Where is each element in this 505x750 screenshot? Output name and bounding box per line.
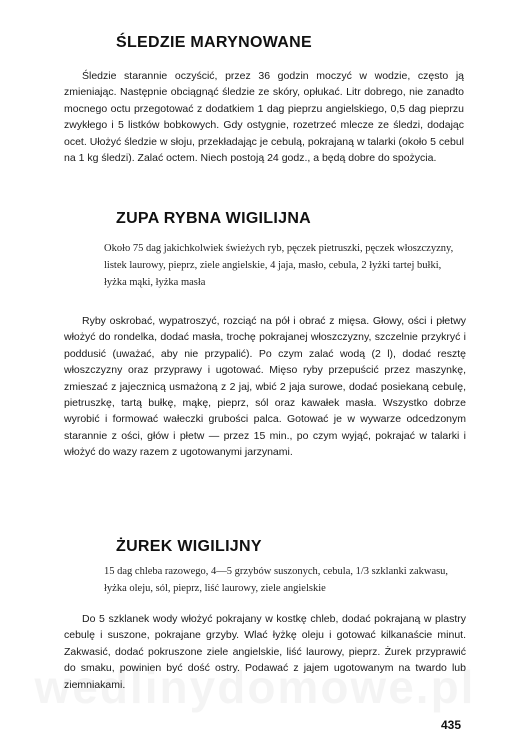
recipe-title-sledzie: ŚLEDZIE MARYNOWANE [116, 34, 312, 51]
recipe-body-zurek: Do 5 szklanek wody włożyć pokrajany w kostkę chleb, dodać pokrajaną w plastry cebulę i suszone, pokrajane grzyby. Wlać łyżkę oleju i gotować kilkanaście minut. Zakwasić, dodać pokruszone ziele angielskie, liść laurowy, pieprz. Żurek przyprawić do smaku, powinien być dość ostry. Podawać z jajem ugotowanym na twardo lub ziemniakami. [64, 613, 466, 691]
recipe-title-zupa-rybna: ZUPA RYBNA WIGILIJNA [116, 210, 312, 227]
recipe-body-zupa-rybna: Ryby oskrobać, wypatroszyć, rozciąć na pół i obrać z mięsa. Głowy, ości i płetwy włożyć do rondelka, dodać masła, trochę pokrajanej włoszczyzny, szczelnie przykryć i poddusić (uważać, aby nie przypalić). Po czym zalać wodą (2 l), dodać resztę włoszczyzny oraz przyprawy i ugotować. Mięso ryby przepuścić przez maszynkę, zmieszać z jajecznicą usmażoną z 2 jaj, wbić 2 jaja surowe, dodać posiekaną cebulę, pietruszkę, tartą bułkę, mąkę, pieprz, sól oraz kawałek masła. Wszystko dobrze wyrobić i formować wałeczki grubości palca. Gotować je w wywarze odcedzonym starannie z ości, głów i płetw — przez 15 min., po czym wyjąć, pokrajać w talarki i włożyć do wazy razem z ugotowanymi jarzynami. [64, 315, 466, 459]
page-number: 435 [440, 718, 461, 732]
recipe-body-sledzie: Śledzie starannie oczyścić, przez 36 godzin moczyć w wodzie, często ją zmieniając. Następnie obciągnąć śledzie ze skóry, opłukać. Litr dobrego, nie zanadto mocnego octu przegotować z dodatkiem 1 dag pieprzu angielskiego, 0,5 dag pieprzu zwykłego i 5 listków bobkowych. Gdy ostygnie, rozetrzeć mlecze ze śledzi, dodając ocet. Ułożyć śledzie w słoju, przekładając je cebulą, pokrajaną w talarki (około 5 cebul na 1 kg śledzi). Zalać octem. Niech postoją 24 godz., a będą dobre do spożycia. [64, 70, 464, 165]
recipe-ingredients-zupa-rybna: Około 75 dag jakichkolwiek świeżych ryb, pęczek pietruszki, pęczek włoszczyzny, listek laurowy, pieprz, ziele angielskie, 4 jaja, masło, cebula, 2 łyżki tartej bułki, łyżka mąki, łyżka masła [104, 243, 454, 288]
recipe-ingredients-zurek: 15 dag chleba razowego, 4—5 grzybów suszonych, cebula, 1/3 szklanki zakwasu, łyżka oleju, sól, pieprz, liść laurowy, ziele angielskie [104, 566, 449, 594]
watermark [20, 660, 490, 714]
recipe-title-zurek: ŻUREK WIGILIJNY [116, 538, 262, 555]
